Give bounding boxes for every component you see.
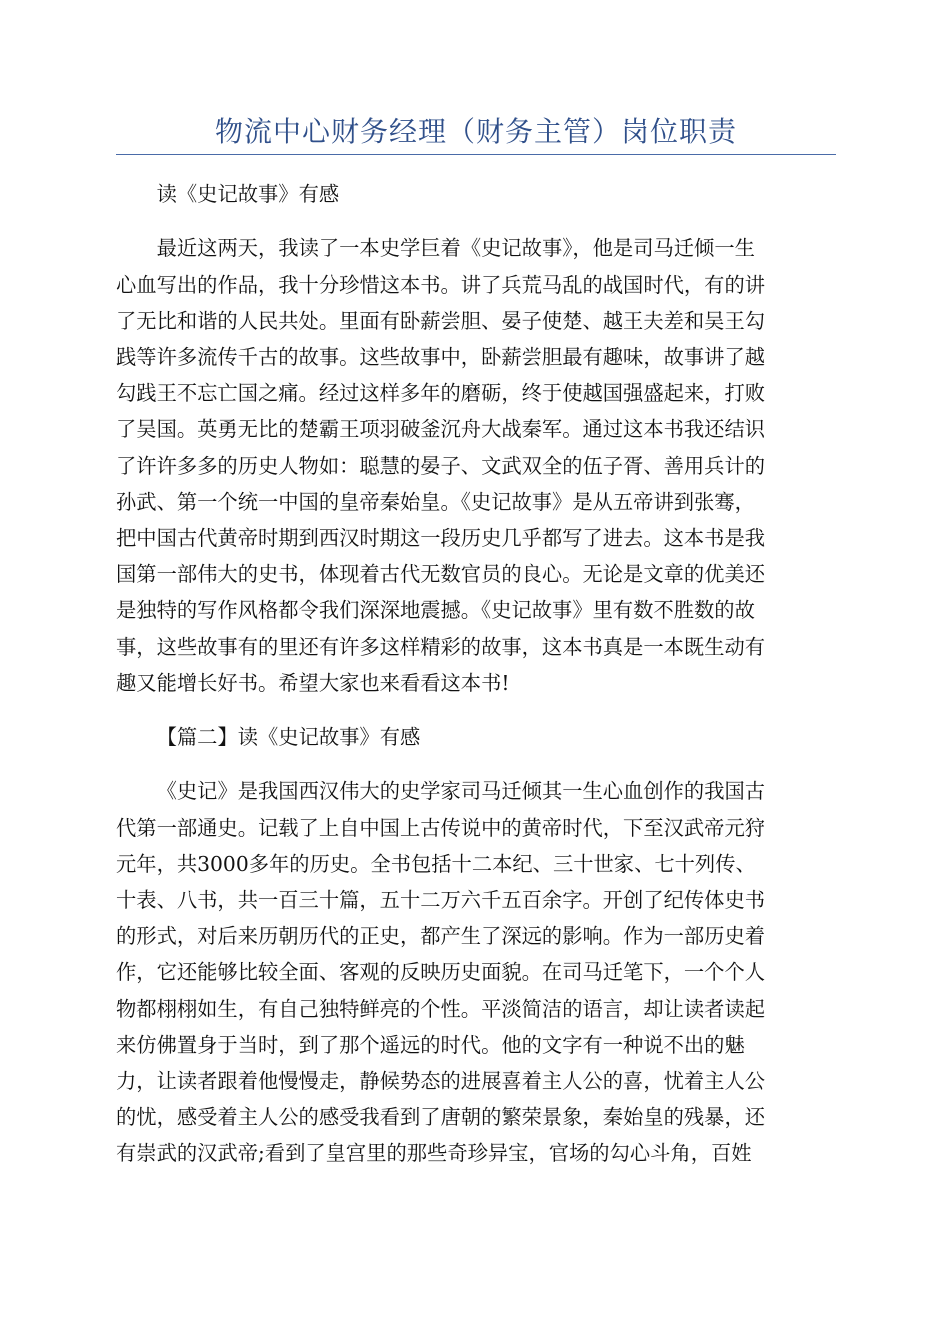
document-title: 物流中心财务经理（财务主管）岗位职责 xyxy=(214,115,737,148)
paragraph-line: 【篇二】读《史记故事》有感 xyxy=(156,725,421,750)
paragraph-line: 了吴国。英勇无比的楚霸王项羽破釜沉舟大战秦军。通过这本书我还结识 xyxy=(116,417,766,442)
paragraph-3 xyxy=(116,719,836,755)
paragraph-line: 读《史记故事》有感 xyxy=(156,182,340,206)
paragraph-line: 把中国古代黄帝时期到西汉时期这一段历史几乎都写了进去。这本书是我 xyxy=(116,525,766,550)
paragraph-line: 作，它还能够比较全面、客观的反映历史面貌。在司马迁笔下，一个个人 xyxy=(116,960,766,985)
paragraph-1 xyxy=(116,176,836,212)
paragraph-line: 践等许多流传千古的故事。这些故事中，卧薪尝胆最有趣味，故事讲了越 xyxy=(116,344,766,369)
paragraph-line: 力，让读者跟着他慢慢走，静候势态的进展喜着主人公的喜，忧着主人公 xyxy=(116,1068,766,1093)
paragraph-line: 事，这些故事有的里还有许多这样精彩的故事，这本书真是一本既生动有 xyxy=(116,634,766,659)
paragraph-line: 来仿佛置身于当时，到了那个遥远的时代。他的文字有一种说不出的魅 xyxy=(116,1032,745,1057)
document-body xyxy=(116,176,836,1172)
paragraph-line: 了许许多多的历史人物如：聪慧的晏子、文武双全的伍子胥、善用兵计的 xyxy=(116,453,766,478)
paragraph-line: 了无比和谐的人民共处。里面有卧薪尝胆、晏子使楚、越王夫差和吴王勾 xyxy=(116,308,766,333)
paragraph-line: 的形式，对后来历朝历代的正史，都产生了深远的影响。作为一部历史着 xyxy=(116,924,766,949)
paragraph-line: 勾践王不忘亡国之痛。经过这样多年的磨砺，终于使越国强盛起来，打败 xyxy=(116,381,766,406)
paragraph-4 xyxy=(116,773,836,1171)
paragraph-line: 《史记》是我国西汉伟大的史学家司马迁倾其一生心血创作的我国古 xyxy=(156,779,766,804)
paragraph-line: 最近这两天，我读了一本史学巨着《史记故事》，他是司马迁倾一生 xyxy=(156,236,755,261)
paragraph-line: 的忧，感受着主人公的感受我看到了唐朝的繁荣景象，秦始皇的残暴，还 xyxy=(116,1105,766,1130)
title-underline xyxy=(116,154,836,155)
paragraph-line: 物都栩栩如生，有自己独特鲜亮的个性。平淡简洁的语言，却让读者读起 xyxy=(116,996,766,1021)
paragraph-line: 有崇武的汉武帝;看到了皇宫里的那些奇珍异宝，官场的勾心斗角，百姓 xyxy=(116,1141,752,1166)
paragraph-line: 趣又能增长好书。希望大家也来看看这本书! xyxy=(116,670,510,695)
paragraph-line: 孙武、第一个统一中国的皇帝秦始皇。《史记故事》是从五帝讲到张骞， xyxy=(116,489,755,514)
paragraph-line: 代第一部通史。记载了上自中国上古传说中的黄帝时代，下至汉武帝元狩 xyxy=(116,815,766,840)
paragraph-2 xyxy=(116,230,836,701)
paragraph-line: 国第一部伟大的史书，体现着古代无数官员的良心。无论是文章的优美还 xyxy=(116,562,766,587)
paragraph-line: 十表、八书，共一百三十篇，五十二万六千五百余字。开创了纪传体史书 xyxy=(116,887,766,912)
paragraph-line: 心血写出的作品，我十分珍惜这本书。讲了兵荒马乱的战国时代，有的讲 xyxy=(116,272,766,297)
paragraph-line: 元年，共3000多年的历史。全书包括十二本纪、三十世家、七十列传、 xyxy=(116,851,756,876)
paragraph-line: 是独特的写作风格都令我们深深地震撼。《史记故事》里有数不胜数的故 xyxy=(116,598,755,623)
